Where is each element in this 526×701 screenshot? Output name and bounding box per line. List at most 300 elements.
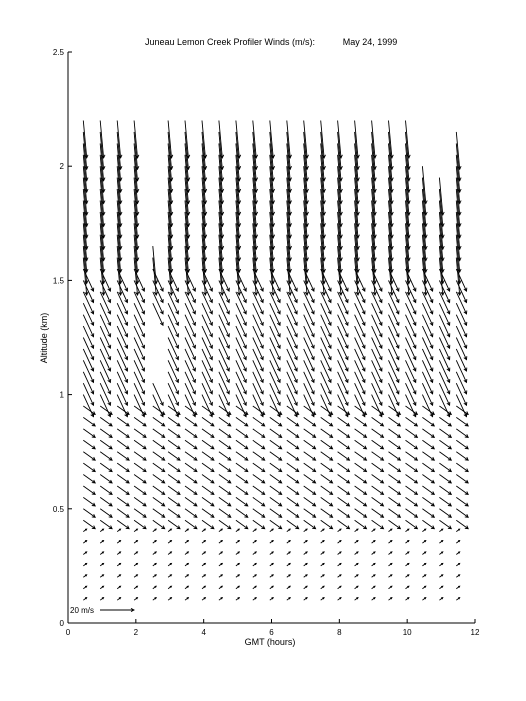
wind-vector (439, 497, 451, 506)
wind-vector (185, 452, 197, 461)
wind-vector (202, 563, 205, 566)
wind-vector (100, 417, 112, 426)
wind-vector (304, 315, 315, 337)
wind-vector (422, 452, 434, 461)
wind-vector (406, 586, 409, 589)
wind-vector (134, 552, 137, 555)
wind-vector (168, 486, 180, 495)
wind-vector (456, 338, 467, 360)
wind-vector (202, 486, 214, 495)
wind-vector (185, 475, 197, 484)
wind-vector (236, 452, 248, 461)
wind-vector (100, 497, 112, 506)
wind-vector (168, 452, 180, 461)
wind-vector (287, 475, 299, 484)
wind-vector (134, 440, 146, 449)
wind-vector (422, 292, 433, 314)
wind-vector (304, 303, 315, 325)
wind-vector (185, 598, 188, 601)
wind-vector (372, 497, 384, 506)
wind-vector (456, 395, 467, 417)
wind-vector (372, 509, 384, 518)
wind-vector (372, 586, 375, 589)
wind-vector (422, 520, 434, 529)
wind-vector (270, 429, 282, 438)
wind-vector (372, 575, 375, 578)
wind-vector (304, 497, 316, 506)
wind-vector (338, 360, 349, 382)
wind-vector (406, 497, 418, 506)
wind-vector (168, 475, 180, 484)
wind-vector (185, 280, 196, 302)
wind-vector (406, 315, 416, 337)
wind-vector (236, 520, 248, 529)
wind-vector (456, 475, 468, 484)
wind-vector (304, 383, 315, 405)
wind-vector (304, 452, 316, 461)
wind-vector (287, 360, 297, 382)
wind-vector (270, 541, 273, 544)
wind-vector (253, 475, 265, 484)
wind-vector (355, 383, 365, 405)
wind-vector (355, 520, 367, 529)
wind-vector (338, 529, 341, 532)
wind-vector (100, 452, 112, 461)
wind-vector (100, 440, 112, 449)
wind-vector (372, 563, 375, 566)
wind-vector (270, 497, 282, 506)
wind-vector (338, 429, 350, 438)
wind-vector (287, 395, 297, 417)
wind-vector (439, 541, 442, 544)
wind-vector (321, 326, 331, 348)
wind-vector (338, 520, 350, 529)
wind-vector (100, 360, 111, 382)
wind-vector (168, 292, 178, 314)
wind-vector (304, 429, 316, 438)
wind-vector (219, 429, 231, 438)
wind-vector (456, 303, 467, 325)
wind-vector (406, 520, 418, 529)
wind-vector (287, 280, 297, 302)
wind-vector (389, 586, 392, 589)
wind-vector (117, 383, 127, 405)
x-tick-label: 8 (337, 628, 342, 637)
wind-vector (100, 280, 111, 302)
wind-vector (100, 349, 111, 371)
wind-vector (422, 417, 434, 426)
wind-vector (270, 598, 273, 601)
wind-vector (338, 395, 349, 417)
wind-vector (338, 598, 341, 601)
wind-vector (321, 372, 331, 394)
wind-vector (270, 563, 273, 566)
wind-vector (134, 315, 145, 337)
wind-vector (117, 529, 120, 532)
wind-vector (236, 429, 248, 438)
wind-vector (153, 429, 165, 438)
wind-vector (287, 463, 299, 472)
wind-vector (355, 372, 365, 394)
wind-vector (406, 509, 418, 518)
wind-vector (100, 303, 111, 325)
wind-vector (304, 395, 315, 417)
wind-vector (422, 586, 425, 589)
wind-vector (202, 475, 214, 484)
wind-vector (117, 475, 129, 484)
wind-vector (236, 586, 239, 589)
wind-vector (287, 440, 299, 449)
wind-vector (153, 383, 163, 405)
wind-vector (338, 292, 349, 314)
wind-vector (321, 520, 333, 529)
wind-vector (83, 552, 86, 555)
wind-vector (456, 575, 459, 578)
wind-vector (83, 292, 93, 314)
wind-vector (185, 529, 188, 532)
wind-vector (355, 440, 367, 449)
wind-vector (406, 463, 418, 472)
wind-vector (372, 520, 384, 529)
wind-vector (202, 552, 205, 555)
wind-vector (153, 541, 156, 544)
wind-vector (202, 452, 214, 461)
wind-vector (287, 586, 290, 589)
wind-vector (422, 440, 434, 449)
wind-vector (202, 463, 214, 472)
wind-vector (253, 586, 256, 589)
wind-vector (372, 440, 384, 449)
wind-vector (406, 395, 416, 417)
wind-vector (355, 452, 367, 461)
wind-vector (168, 429, 180, 438)
wind-vector (422, 563, 425, 566)
wind-vector (83, 360, 93, 382)
wind-vector (287, 372, 297, 394)
wind-vector (134, 429, 146, 438)
wind-vector (355, 586, 358, 589)
wind-vector (83, 440, 95, 449)
wind-vector (287, 338, 297, 360)
wind-vector (117, 586, 120, 589)
wind-vector (202, 326, 212, 348)
wind-vector (389, 598, 392, 601)
wind-vector (134, 303, 145, 325)
wind-vector (117, 372, 127, 394)
wind-vector (321, 303, 331, 325)
wind-vector (456, 541, 459, 544)
wind-vector (321, 338, 331, 360)
wind-vector (117, 326, 127, 348)
wind-vector (134, 575, 137, 578)
wind-vector (253, 575, 256, 578)
wind-vector (456, 440, 468, 449)
wind-vector (287, 563, 290, 566)
wind-vector (389, 360, 400, 382)
wind-vector (100, 552, 103, 555)
wind-vector (202, 440, 214, 449)
wind-vector (287, 520, 299, 529)
wind-vector (406, 541, 409, 544)
wind-vector (153, 452, 165, 461)
wind-vector (389, 292, 400, 314)
wind-vector (236, 349, 246, 371)
wind-vector (185, 360, 196, 382)
y-tick-label: 1 (59, 390, 64, 400)
wind-vector (83, 349, 93, 371)
wind-vector (134, 417, 146, 426)
reference-vector-label: 20 m/s (70, 606, 95, 615)
wind-vector (406, 349, 416, 371)
wind-vector (355, 509, 367, 518)
wind-vector (355, 486, 367, 495)
wind-vector (168, 417, 180, 426)
wind-vector (304, 575, 307, 578)
wind-vector (83, 315, 93, 337)
wind-vector (185, 440, 197, 449)
wind-vector (287, 326, 297, 348)
wind-vector (321, 280, 331, 302)
wind-vector (389, 338, 400, 360)
wind-vector (321, 383, 331, 405)
wind-vector (422, 372, 433, 394)
wind-vectors (83, 121, 468, 612)
wind-vector (185, 463, 197, 472)
wind-vector (287, 541, 290, 544)
wind-vector (253, 529, 256, 532)
wind-vector (236, 440, 248, 449)
wind-vector (422, 486, 434, 495)
wind-vector (253, 598, 256, 601)
wind-vector (389, 520, 401, 529)
wind-vector (338, 463, 350, 472)
wind-vector (321, 463, 333, 472)
wind-vector (253, 497, 265, 506)
wind-vector (372, 417, 384, 426)
wind-vector (117, 552, 120, 555)
reference-vector-arrow (100, 608, 134, 611)
wind-vector (422, 497, 434, 506)
wind-vector (321, 360, 331, 382)
wind-vector (406, 383, 416, 405)
wind-vector (355, 563, 358, 566)
wind-vector (439, 598, 442, 601)
wind-vector (100, 520, 112, 529)
x-axis-label: GMT (hours) (244, 637, 296, 647)
wind-vector (456, 563, 459, 566)
wind-vector (321, 429, 333, 438)
wind-vector (168, 326, 178, 348)
wind-vector (219, 586, 222, 589)
wind-vector (422, 598, 425, 601)
wind-vector (304, 326, 315, 348)
wind-vector (83, 383, 93, 405)
wind-vector (372, 280, 382, 302)
wind-vector (456, 292, 467, 314)
wind-vector (439, 440, 451, 449)
wind-vector (270, 395, 280, 417)
wind-vector (117, 338, 127, 360)
wind-vector (304, 520, 316, 529)
wind-vector (236, 497, 248, 506)
wind-vector (355, 463, 367, 472)
wind-vector (185, 372, 196, 394)
wind-vector (439, 486, 451, 495)
wind-vector (338, 552, 341, 555)
wind-vector (321, 509, 333, 518)
wind-vector (236, 395, 246, 417)
wind-vector (270, 349, 280, 371)
wind-vector (439, 303, 449, 325)
wind-vector (185, 563, 188, 566)
wind-vector (117, 486, 129, 495)
wind-vector (219, 541, 222, 544)
wind-vector (168, 360, 178, 382)
wind-vector (321, 552, 324, 555)
wind-vector (372, 315, 382, 337)
wind-vector (202, 529, 205, 532)
wind-vector (456, 552, 459, 555)
wind-vector (439, 280, 449, 302)
wind-vector (253, 315, 263, 337)
wind-vector (253, 326, 263, 348)
wind-vector (168, 395, 178, 417)
wind-vector (219, 475, 231, 484)
wind-vector (153, 463, 165, 472)
wind-vector (202, 429, 214, 438)
wind-vector (372, 463, 384, 472)
y-axis-label: Altitude (km) (39, 312, 49, 364)
wind-vector (83, 509, 95, 518)
wind-vector (83, 598, 86, 601)
wind-vector (83, 338, 93, 360)
wind-vector (134, 529, 137, 532)
wind-vector (83, 417, 95, 426)
wind-vector (83, 529, 86, 532)
wind-vector (406, 417, 418, 426)
wind-vector (422, 395, 433, 417)
wind-vector (100, 486, 112, 495)
wind-vector (153, 563, 156, 566)
wind-vector (168, 575, 171, 578)
wind-vector (134, 372, 145, 394)
wind-vector (83, 463, 95, 472)
wind-vector (321, 497, 333, 506)
wind-vector (372, 292, 382, 314)
wind-vector (287, 303, 297, 325)
wind-vector (219, 463, 231, 472)
wind-vector (406, 452, 418, 461)
wind-vector (236, 598, 239, 601)
wind-vector (355, 395, 365, 417)
wind-vector (270, 440, 282, 449)
wind-vector (406, 360, 416, 382)
wind-vector (355, 338, 365, 360)
wind-vector (185, 315, 196, 337)
wind-vector (236, 463, 248, 472)
wind-vector (439, 586, 442, 589)
wind-vector (270, 520, 282, 529)
wind-vector (372, 529, 375, 532)
wind-vector (185, 552, 188, 555)
wind-vector (185, 326, 196, 348)
wind-vector (389, 303, 400, 325)
y-tick-label: 2.5 (52, 48, 64, 57)
wind-vector (134, 463, 146, 472)
wind-vector (439, 349, 449, 371)
wind-vector (253, 372, 263, 394)
wind-vector (253, 563, 256, 566)
wind-vector (372, 395, 382, 417)
wind-vector (287, 575, 290, 578)
wind-vector (117, 497, 129, 506)
wind-vector (153, 280, 163, 302)
wind-vector (83, 520, 95, 529)
wind-vector (117, 563, 120, 566)
wind-vector (168, 598, 171, 601)
wind-vector (355, 475, 367, 484)
wind-vector (439, 463, 451, 472)
wind-vector (253, 452, 265, 461)
wind-vector (422, 280, 433, 302)
wind-vector (202, 280, 212, 302)
wind-vector (355, 280, 365, 302)
x-tick-label: 6 (269, 628, 274, 637)
wind-vector (406, 575, 409, 578)
wind-vector (236, 552, 239, 555)
wind-vector (83, 486, 95, 495)
wind-vector (100, 563, 103, 566)
wind-vector (253, 541, 256, 544)
wind-vector (117, 303, 127, 325)
wind-vector (321, 598, 324, 601)
wind-vector (287, 429, 299, 438)
wind-vector (253, 417, 265, 426)
wind-vector (355, 575, 358, 578)
wind-vector (117, 292, 127, 314)
wind-vector (202, 509, 214, 518)
wind-vector (321, 452, 333, 461)
wind-vector (168, 303, 178, 325)
wind-vector (439, 372, 449, 394)
wind-vector (219, 372, 230, 394)
wind-vector (456, 349, 467, 371)
wind-vector (219, 529, 222, 532)
wind-vector (117, 440, 129, 449)
wind-vector (389, 529, 392, 532)
wind-vector (153, 292, 163, 314)
wind-vector (270, 486, 282, 495)
wind-vector (168, 520, 180, 529)
wind-vector (270, 529, 273, 532)
wind-vector (456, 383, 467, 405)
wind-vector (338, 417, 350, 426)
wind-vector (389, 552, 392, 555)
wind-vector (422, 541, 425, 544)
wind-vector (100, 326, 111, 348)
wind-vector (83, 575, 86, 578)
wind-vector (219, 509, 231, 518)
wind-vector (439, 360, 449, 382)
wind-vector (338, 326, 349, 348)
wind-vector (321, 486, 333, 495)
wind-vector (202, 586, 205, 589)
wind-vector (202, 598, 205, 601)
wind-vector (270, 475, 282, 484)
wind-vector (236, 372, 246, 394)
wind-vector (287, 529, 290, 532)
wind-vector (236, 575, 239, 578)
